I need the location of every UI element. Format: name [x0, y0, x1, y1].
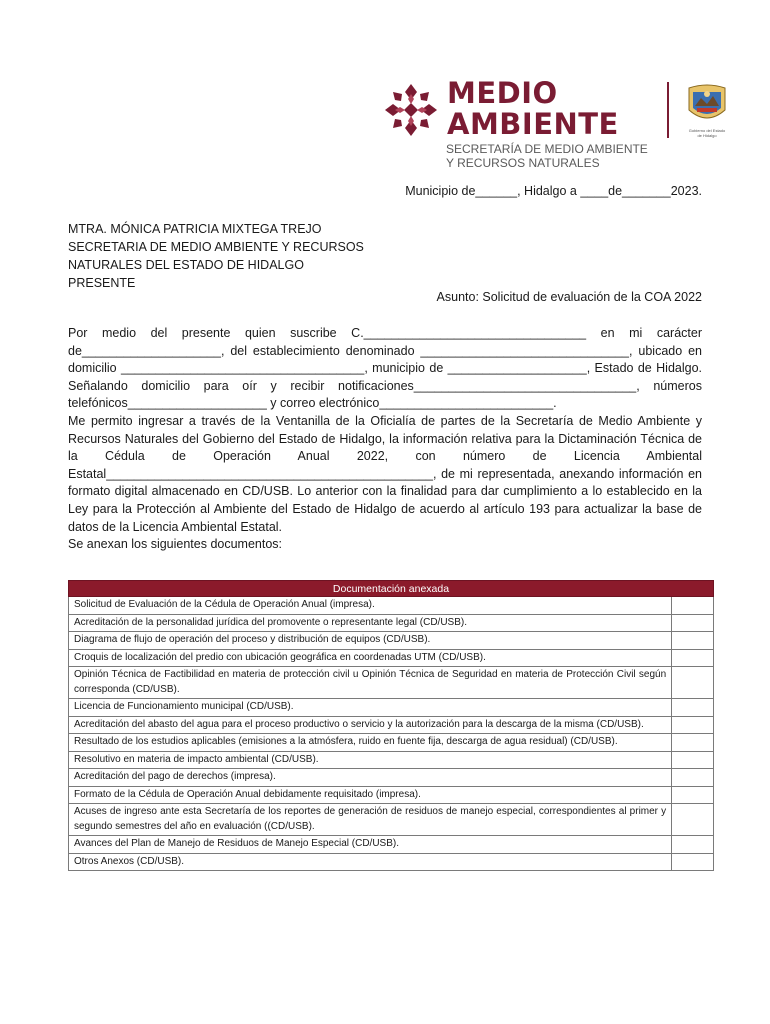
checkbox-cell[interactable]	[672, 716, 714, 734]
place-and-date: Municipio de______, Hidalgo a ____de_______2023.	[405, 184, 702, 198]
shield-caption-line-2: de Hidalgo	[697, 133, 717, 138]
table-row	[69, 649, 714, 667]
letter-body	[68, 325, 702, 554]
shield-caption-line-1: Gobierno del Estado	[688, 128, 726, 133]
checkbox-cell[interactable]	[672, 699, 714, 717]
table-row	[69, 804, 714, 836]
addressee-block	[68, 220, 364, 292]
body-paragraph-1: Por medio del presente quien suscribe C.________________________________ en mi carácter de____________________, del establecimiento denominado ______________________________, ubicado en domicilio ___________________________________, municipio de ____________________, Estado de Hidalgo. Señalando domicilio para oír y recibir notificaciones________________________________, números telefónicos____________________ y correo electrónico_________________________.	[68, 326, 702, 411]
checkbox-cell[interactable]	[672, 649, 714, 667]
document-item: Formato de la Cédula de Operación Anual debidamente requisitado (impresa).	[69, 786, 672, 804]
table-row	[69, 716, 714, 734]
checkbox-cell[interactable]	[672, 667, 714, 699]
body-paragraph-3: Se anexan los siguientes documentos:	[68, 537, 283, 552]
document-item: Resolutivo en materia de impacto ambiental (CD/USB).	[69, 751, 672, 769]
table-row	[69, 786, 714, 804]
document-item: Acreditación del pago de derechos (impresa).	[69, 769, 672, 787]
subject-line: Asunto: Solicitud de evaluación de la COA 2022	[436, 290, 702, 304]
medio-ambiente-logo-icon	[383, 82, 439, 138]
header-divider	[667, 82, 669, 138]
document-item: Acuses de ingreso ante esta Secretaría de los reportes de generación de residuos de manejo especial, correspondientes al primer y segundo semestres del año en evaluación ((CD/USB).	[69, 804, 672, 836]
body-paragraph-2: Me permito ingresar a través de la Ventanilla de la Oficialía de partes de la Secretaría de Medio Ambiente y Recursos Naturales del Gobierno del Estado de Hidalgo, la información relativa para la Dictaminación Técnica de la Cédula de Operación Anual 2022, con número de Licencia Ambiental Estatal_______________________________________________, de mi representada, anexando información en formato digital almacenado en CD/USB. Lo anterior con la finalidad para dar cumplimiento a lo establecido en la Ley para la Protección al Ambiente del Estado de Hidalgo de acuerdo al artículo 193 para actualizar la base de datos de la Licencia Ambiental Estatal.	[68, 413, 702, 534]
document-item: Solicitud de Evaluación de la Cédula de Operación Anual (impresa).	[69, 597, 672, 615]
checkbox-cell[interactable]	[672, 734, 714, 752]
table-row	[69, 751, 714, 769]
letterhead	[383, 78, 743, 178]
addressee-line: PRESENTE	[68, 276, 136, 290]
document-item: Acreditación del abasto del agua para el proceso productivo o servicio y la autorización para la descarga de la misma (CD/USB).	[69, 716, 672, 734]
checkbox-cell[interactable]	[672, 853, 714, 871]
document-item: Resultado de los estudios aplicables (emisiones a la atmósfera, ruido en fuente fija, descarga de agua residual) (CD/USB).	[69, 734, 672, 752]
brand-line-2: AMBIENTE	[447, 107, 619, 141]
shield-caption	[682, 128, 732, 138]
checkbox-cell[interactable]	[672, 751, 714, 769]
document-item: Acreditación de la personalidad jurídica del promovente o representante legal (CD/USB).	[69, 614, 672, 632]
checkbox-cell[interactable]	[672, 804, 714, 836]
checkbox-cell[interactable]	[672, 836, 714, 854]
document-item: Diagrama de flujo de operación del proceso y distribución de equipos (CD/USB).	[69, 632, 672, 650]
brand-title	[447, 78, 619, 140]
document-item: Otros Anexos (CD/USB).	[69, 853, 672, 871]
checkbox-cell[interactable]	[672, 632, 714, 650]
table-row	[69, 734, 714, 752]
document-item: Licencia de Funcionamiento municipal (CD/USB).	[69, 699, 672, 717]
table-row	[69, 699, 714, 717]
brand-line-1: MEDIO	[447, 76, 558, 110]
table-header: Documentación anexada	[69, 581, 714, 597]
addressee-line: NATURALES DEL ESTADO DE HIDALGO	[68, 258, 304, 272]
document-item: Croquis de localización del predio con ubicación geográfica en coordenadas UTM (CD/USB).	[69, 649, 672, 667]
annexed-documents-table	[68, 580, 714, 871]
checkbox-cell[interactable]	[672, 614, 714, 632]
subtitle-line-2: Y RECURSOS NATURALES	[446, 156, 600, 170]
addressee-line: SECRETARIA DE MEDIO AMBIENTE Y RECURSOS	[68, 240, 364, 254]
checkbox-cell[interactable]	[672, 597, 714, 615]
addressee-line: MTRA. MÓNICA PATRICIA MIXTEGA TREJO	[68, 222, 322, 236]
table-row	[69, 632, 714, 650]
document-item: Opinión Técnica de Factibilidad en materia de protección civil u Opinión Técnica de Seguridad en materia de Protección Civil según corresponda (CD/USB).	[69, 667, 672, 699]
checkbox-cell[interactable]	[672, 769, 714, 787]
subtitle-line-1: SECRETARÍA DE MEDIO AMBIENTE	[446, 142, 648, 156]
secretaria-subtitle	[446, 142, 648, 170]
table-row	[69, 853, 714, 871]
checkbox-cell[interactable]	[672, 786, 714, 804]
document-item: Avances del Plan de Manejo de Residuos de Manejo Especial (CD/USB).	[69, 836, 672, 854]
table-row	[69, 769, 714, 787]
table-row	[69, 667, 714, 699]
table-header-row	[69, 581, 714, 597]
table-row	[69, 836, 714, 854]
table-row	[69, 614, 714, 632]
table-row	[69, 597, 714, 615]
hidalgo-shield-icon	[683, 82, 731, 128]
